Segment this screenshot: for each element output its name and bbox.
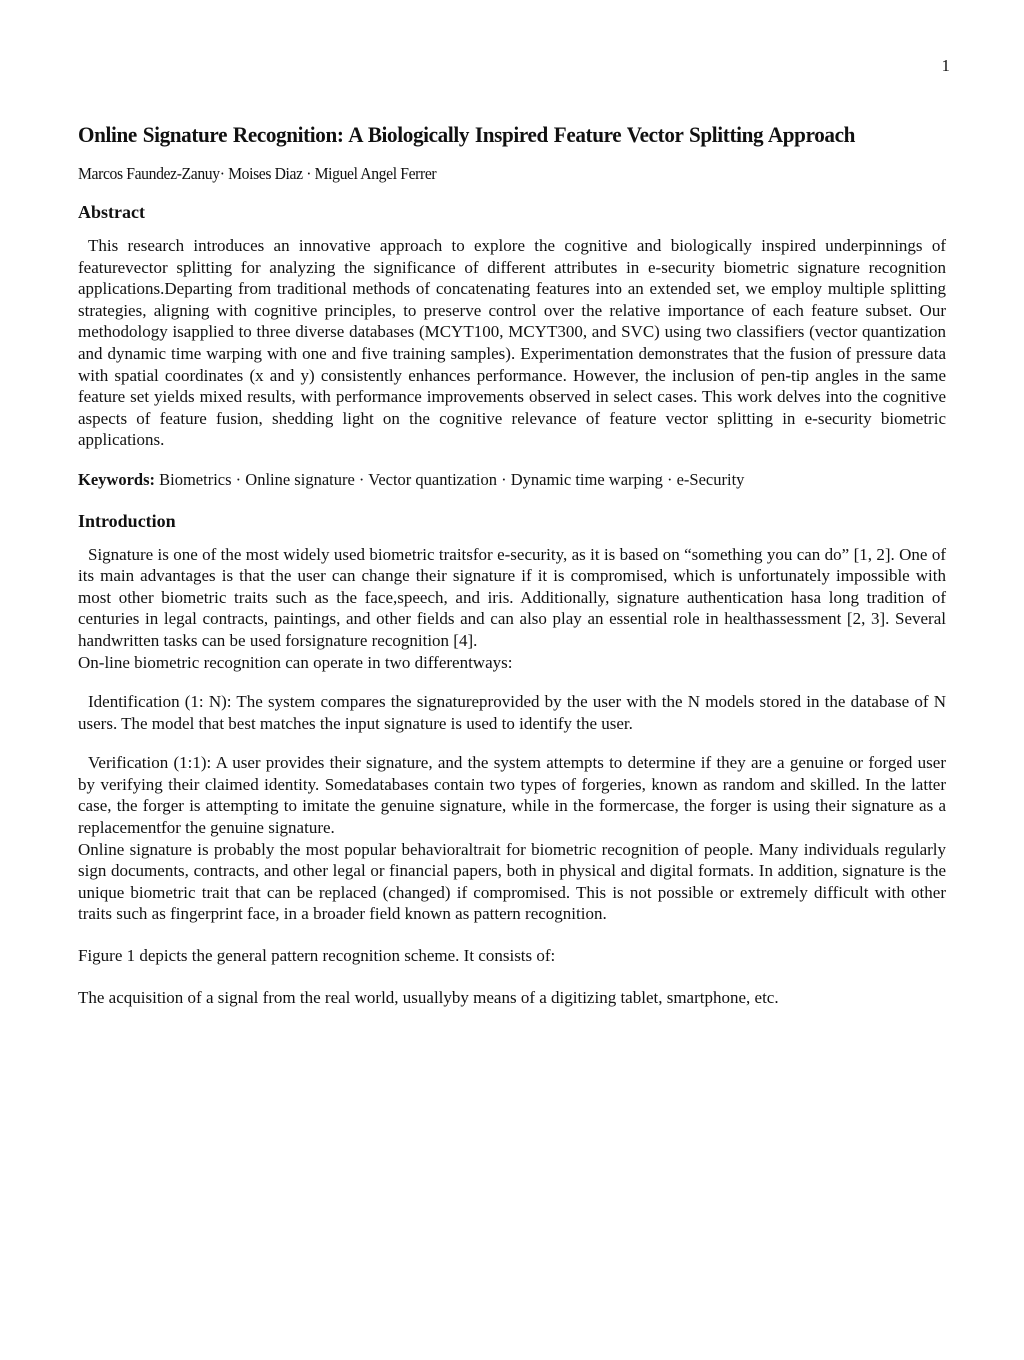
intro-identification: Identification (1: N): The system compares the signatureprovided by the user with the N models stored in the database of N users. The model that best matches the input signature is used to identify the user.	[78, 692, 946, 733]
intro-paragraph-7: The acquisition of a signal from the real world, usuallyby means of a digitizing tablet, smartphone, etc.	[78, 987, 779, 1007]
abstract-text: This research introduces an innovative approach to explore the cognitive and biologically inspired underpinnings of featurevector splitting for analyzing the significance of different attributes in e-security biometric signature recognition applications.Departing from traditional methods of concatenating features into an extended set, we employ multiple splitting strategies, aligning with cognitive principles, to preserve control over the relative importance of each feature subset. Our methodology isapplied to three diverse databases (MCYT100, MCYT300, and SVC) using two classifiers (vector quantization and dynamic time warping with one and five training samples). Experimentation demonstrates that the fusion of pressure data with spatial coordinates (x and y) consistently enhances performance. However, the inclusion of pen-tip angles in the same feature set yields mixed results, with performance improvements observed in select cases. This work delves into the cognitive aspects of feature fusion, shedding light on the cognitive relevance of feature vector splitting in e-security biometric applications.	[78, 236, 946, 450]
keywords-text: Biometrics · Online signature · Vector quantization · Dynamic time warping · e-Security	[159, 469, 745, 489]
keywords-label: Keywords:	[78, 469, 155, 489]
author-list: Marcos Faundez-Zanuy· Moises Diaz · Miguel Angel Ferrer	[78, 164, 437, 183]
introduction-heading: Introduction	[78, 510, 176, 531]
paper-title: Online Signature Recognition: A Biologically Inspired Feature Vector Splitting Approach	[78, 122, 855, 147]
intro-verification: Verification (1:1): A user provides their signature, and the system attempts to determine if they are a genuine or forged user by verifying their claimed identity. Somedatabases contain two types of forgeries, known as random and skilled. In the latter case, the forger is attempting to imitate the genuine signature, while in the formercase, the forger is using their signature as a replacementfor the genuine signature.	[78, 753, 946, 838]
intro-paragraph-1: Signature is one of the most widely used biometric traitsfor e-security, as it is based on “something you can do” [1, 2]. One of its main advantages is that the user can change their signature if it is compromised, which is unfortunately impossible with most other biometric traits such as the face,speech, and iris. Additionally, signature authentication hasa long tradition of centuries in legal contracts, paintings, and other fields and can also play an essential role in healthassessment [2, 3]. Several handwritten tasks can be used forsignature recognition [4].	[78, 544, 946, 650]
intro-paragraph-6: Figure 1 depicts the general pattern recognition scheme. It consists of:	[78, 946, 556, 966]
page-number: 1	[941, 56, 950, 75]
keywords	[78, 469, 946, 491]
paper-body	[78, 122, 946, 1008]
intro-paragraph-2: On-line biometric recognition can operate in two differentways:	[78, 652, 513, 672]
intro-paragraph-5: Online signature is probably the most popular behavioraltrait for biometric recognition of people. Many individuals regularly sign documents, contracts, and other legal or financial papers, both in physical and digital formats. In addition, signature is the unique biometric trait that can be replaced (changed) if compromised. This is not possible or extremely difficult with other traits such as fingerprint face, in a broader field known as pattern recognition.	[78, 839, 946, 924]
abstract-heading: Abstract	[78, 202, 145, 222]
